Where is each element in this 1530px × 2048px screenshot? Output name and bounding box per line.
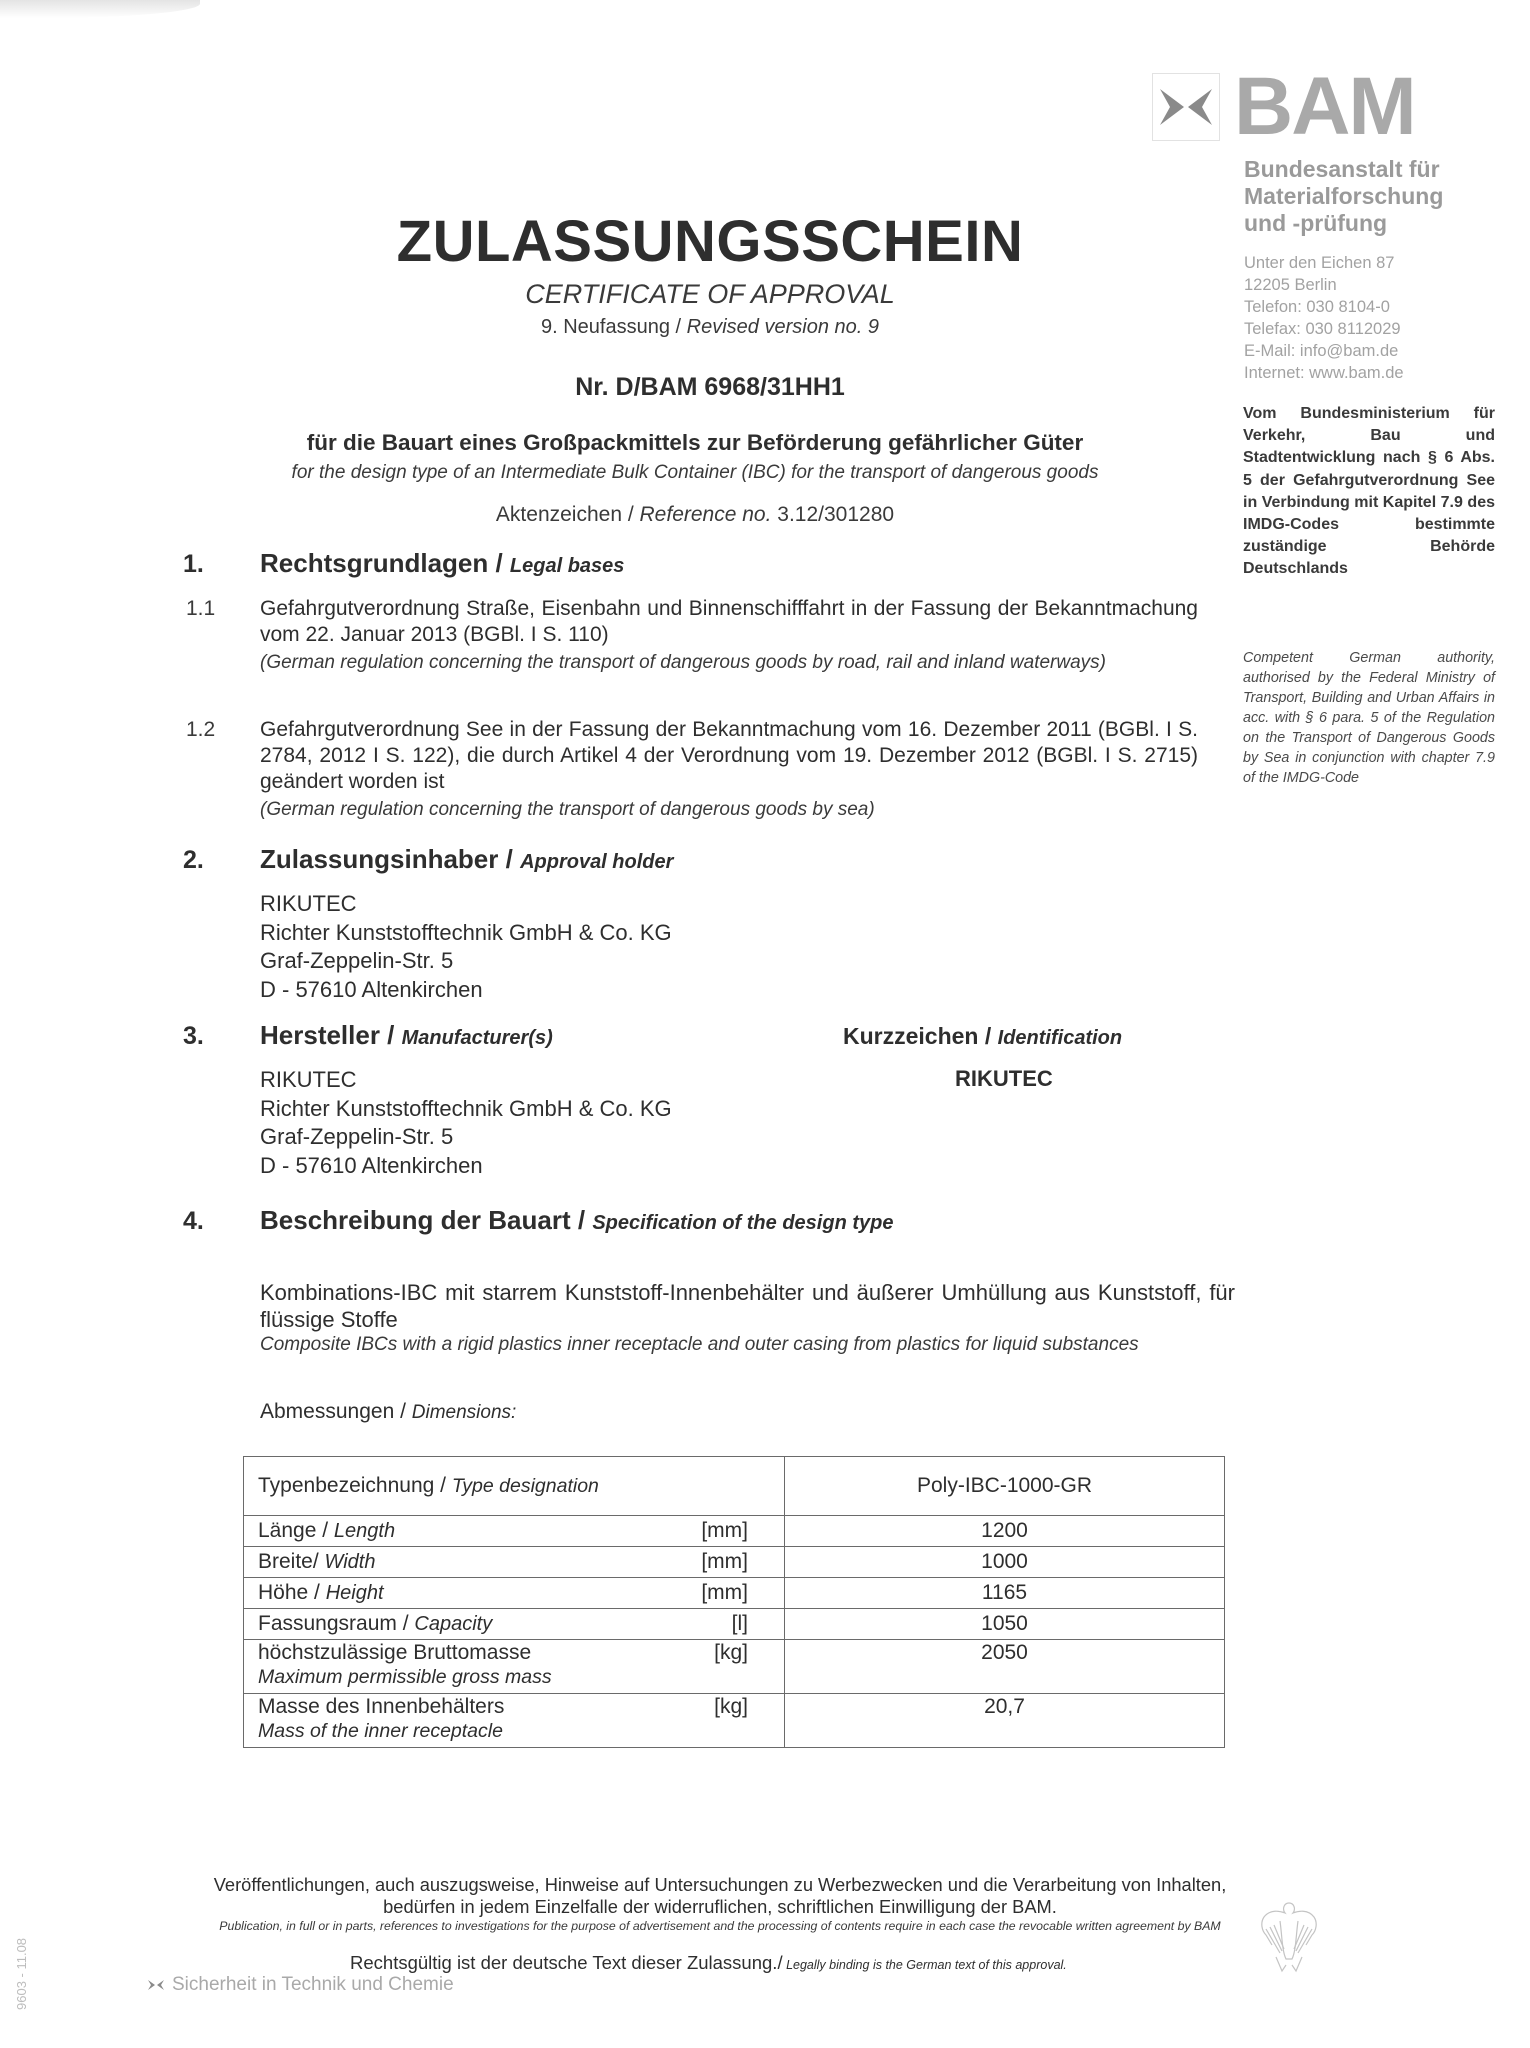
identification-title-de: Kurzzeichen / [843,1023,998,1049]
footer-notice-de: Veröffentlichungen, auch auszugsweise, Hinweise auf Untersuchungen zu Werbezwecken und die Verarbeitung von Inhalten, bedürfen in jedem Einzelfalle der widerruflichen, schriftlichen Einwilligung der BAM. [213,1874,1227,1917]
table-header-row [244,1457,1225,1516]
reference-number [180,503,1210,527]
footer-notice-en: Publication, in full or in parts, references to investigations for the purpose of advertisement and the processing of contents require in each case the revocable written agreement by BAM [219,1919,1221,1933]
footer-slogan [148,1974,454,1996]
logo-text: BAM [1234,61,1415,152]
section-2-title-de: Zulassungsinhaber / [260,844,521,874]
section-2-number: 2. [183,846,204,874]
section-4-heading [260,1205,893,1236]
item-1-2-number: 1.2 [186,718,216,741]
section-2-title-en: Approval holder [520,851,674,873]
bam-logo [1152,61,1415,152]
address-phone: Telefon: 030 8104-0 [1244,298,1390,316]
row-value: 1200 [785,1516,1225,1547]
section-1-title-en: Legal bases [509,555,625,577]
unit: [l] [731,1612,748,1635]
type-designation-value: Poly-IBC-1000-GR [785,1457,1225,1516]
manufacturer-street: Graf-Zeppelin-Str. 5 [260,1124,454,1149]
version-en: Revised version no. 9 [686,316,879,338]
legal-de: Rechtsgültig ist der deutsche Text dieser Zulassung./ [350,1952,783,1973]
unit: [kg] [714,1641,748,1664]
manufacturer-short-name: RIKUTEC [260,1067,357,1092]
item-1-1-text-de: Gefahrgutverordnung Straße, Eisenbahn und Binnenschifffahrt in der Fassung der Bekanntmachung vom 22. Januar 2013 (BGBl. I S. 110) [260,597,1198,646]
agency-address [1244,252,1404,384]
version-line [180,316,1240,339]
section-4-number: 4. [183,1207,204,1235]
section-4-title-de: Beschreibung der Bauart / [260,1205,593,1235]
agency-line: Materialforschung [1244,183,1444,209]
label-de: Länge / [258,1519,334,1542]
row-label [244,1640,785,1694]
unit: [mm] [701,1581,748,1604]
design-description-de: Kombinations-IBC mit starrem Kunststoff-Innenbehälter und äußerer Umhüllung aus Kunststoff, für flüssige Stoffe [260,1280,1235,1332]
address-fax: Telefax: 030 8112029 [1244,320,1401,338]
bam-cross-small-icon [148,1979,164,1991]
label-en: Mass of the inner receptacle [258,1720,503,1742]
manufacturer-city: D - 57610 Altenkirchen [260,1152,483,1178]
holder-company: Richter Kunststofftechnik GmbH & Co. KG [260,919,672,945]
row-value: 1000 [785,1547,1225,1578]
section-3-heading [260,1020,553,1051]
item-1-2-text-de: Gefahrgutverordnung See in der Fassung der Bekanntmachung vom 16. Dezember 2011 (BGBl. I S. 2784, 2012 I S. 122), die durch Artikel 4 der Verordnung vom 19. Dezember 2012 (BGBl. I S. 2715) geändert worden ist [260,718,1198,793]
agency-line: Bundesanstalt für [1244,156,1440,182]
bam-cross-icon [1152,73,1220,141]
document-subtitle: CERTIFICATE OF APPROVAL [525,279,895,309]
label-en: Length [333,1520,396,1542]
scope-de: für die Bauart eines Großpackmittels zur Beförderung gefährlicher Güter [306,430,1084,455]
row-value: 2050 [785,1640,1225,1694]
unit: [kg] [714,1695,748,1718]
identification-value: RIKUTEC [955,1066,1053,1091]
label-de: Fassungsraum / [258,1612,415,1635]
reference-label-de: Aktenzeichen / [495,503,640,526]
slogan-text: Sicherheit in Technik und Chemie [172,1974,454,1995]
address-street: Unter den Eichen 87 [1244,254,1395,272]
item-1-2-text-en: (German regulation concerning the transport of dangerous goods by sea) [260,799,875,820]
design-description-en: Composite IBCs with a rigid plastics inner receptacle and outer casing from plastics for liquid substances [260,1334,1139,1355]
label-de: Breite/ [258,1550,325,1573]
manufacturer-company: Richter Kunststofftechnik GmbH & Co. KG [260,1095,672,1121]
section-1-title-de: Rechtsgrundlagen / [260,548,510,578]
table-row [244,1516,1225,1547]
table-row [244,1694,1225,1748]
address-website: Internet: www.bam.de [1244,364,1404,382]
row-label [244,1547,785,1578]
table-row [244,1640,1225,1694]
label-de: höchstzulässige Bruttomasse [258,1641,532,1664]
header-label-de: Typenbezeichnung / [258,1474,452,1497]
manufacturer-address [260,1066,672,1180]
document-title: ZULASSUNGSSCHEIN [396,209,1024,274]
unit: [mm] [701,1550,748,1573]
item-1-1-text-en: (German regulation concerning the transport of dangerous goods by road, rail and inland waterways) [260,652,1106,673]
label-de: Masse des Innenbehälters [258,1695,505,1718]
item-1-1-number: 1.1 [186,597,216,620]
authority-statement-en: Competent German authority, authorised by the Federal Ministry of Transport, Building and Urban Affairs in acc. with § 6 para. 5 of the Regulation on the Transport of Dangerous Goods by Sea in conjunction with chapter 7.9 of the IMDG-Code [1243,650,1495,786]
row-label [244,1516,785,1547]
section-3-title-de: Hersteller / [260,1020,402,1050]
authority-statement-de: Vom Bundesministerium für Verkehr, Bau und Stadtentwicklung nach § 6 Abs. 5 der Gefahrgutverordnung See in Verbindung mit Kapitel 7.9 des IMDG-Codes bestimmte zuständige Behörde Deutschlands [1243,405,1495,578]
label-en: Capacity [414,1613,493,1635]
holder-short-name: RIKUTEC [260,891,357,916]
label-en: Height [325,1582,384,1604]
unit: [mm] [701,1519,748,1542]
section-3-number: 3. [183,1022,204,1050]
section-2-heading [260,844,673,875]
table-row [244,1609,1225,1640]
label-en: Maximum permissible gross mass [258,1666,552,1688]
identification-title-en: Identification [997,1027,1123,1049]
holder-city: D - 57610 Altenkirchen [260,976,483,1002]
address-city: 12205 Berlin [1244,276,1337,294]
table-row [244,1578,1225,1609]
section-1-heading [260,548,624,579]
scope-en: for the design type of an Intermediate Bulk Container (IBC) for the transport of dangerous goods [291,462,1099,483]
footer-legal [350,1952,1067,1974]
row-label [244,1694,785,1748]
certificate-number: Nr. D/BAM 6968/31HH1 [575,373,845,401]
identification-heading [843,1023,1122,1050]
table-row [244,1547,1225,1578]
dimensions-label-en: Dimensions: [411,1402,517,1423]
agency-line: und -prüfung [1244,210,1388,236]
reference-value: 3.12/301280 [771,503,895,526]
legal-en: Legally binding is the German text of this approval. [782,1958,1067,1972]
type-designation-label [244,1457,785,1516]
holder-street: Graf-Zeppelin-Str. 5 [260,948,454,973]
dimensions-table [243,1456,1225,1748]
federal-eagle-icon [1250,1895,1328,1979]
agency-name [1244,156,1443,237]
section-4-title-en: Specification of the design type [592,1212,894,1234]
address-email: E-Mail: info@bam.de [1244,342,1399,360]
reference-label-en: Reference no. [639,503,772,526]
section-1-number: 1. [183,550,204,578]
section-3-title-en: Manufacturer(s) [401,1027,553,1049]
dimensions-label-de: Abmessungen / [260,1400,412,1423]
row-value: 1165 [785,1578,1225,1609]
version-de: 9. Neufassung / [541,316,687,338]
header-label-en: Type designation [451,1475,599,1497]
dimensions-label [260,1398,516,1428]
scan-shadow [0,0,200,18]
label-de: Höhe / [258,1581,326,1604]
row-value: 1050 [785,1609,1225,1640]
row-value: 20,7 [785,1694,1225,1748]
approval-holder-address [260,890,672,1004]
form-code: 9603 - 11.08 [14,1937,29,2010]
row-label [244,1578,785,1609]
label-en: Width [324,1551,376,1573]
row-label [244,1609,785,1640]
